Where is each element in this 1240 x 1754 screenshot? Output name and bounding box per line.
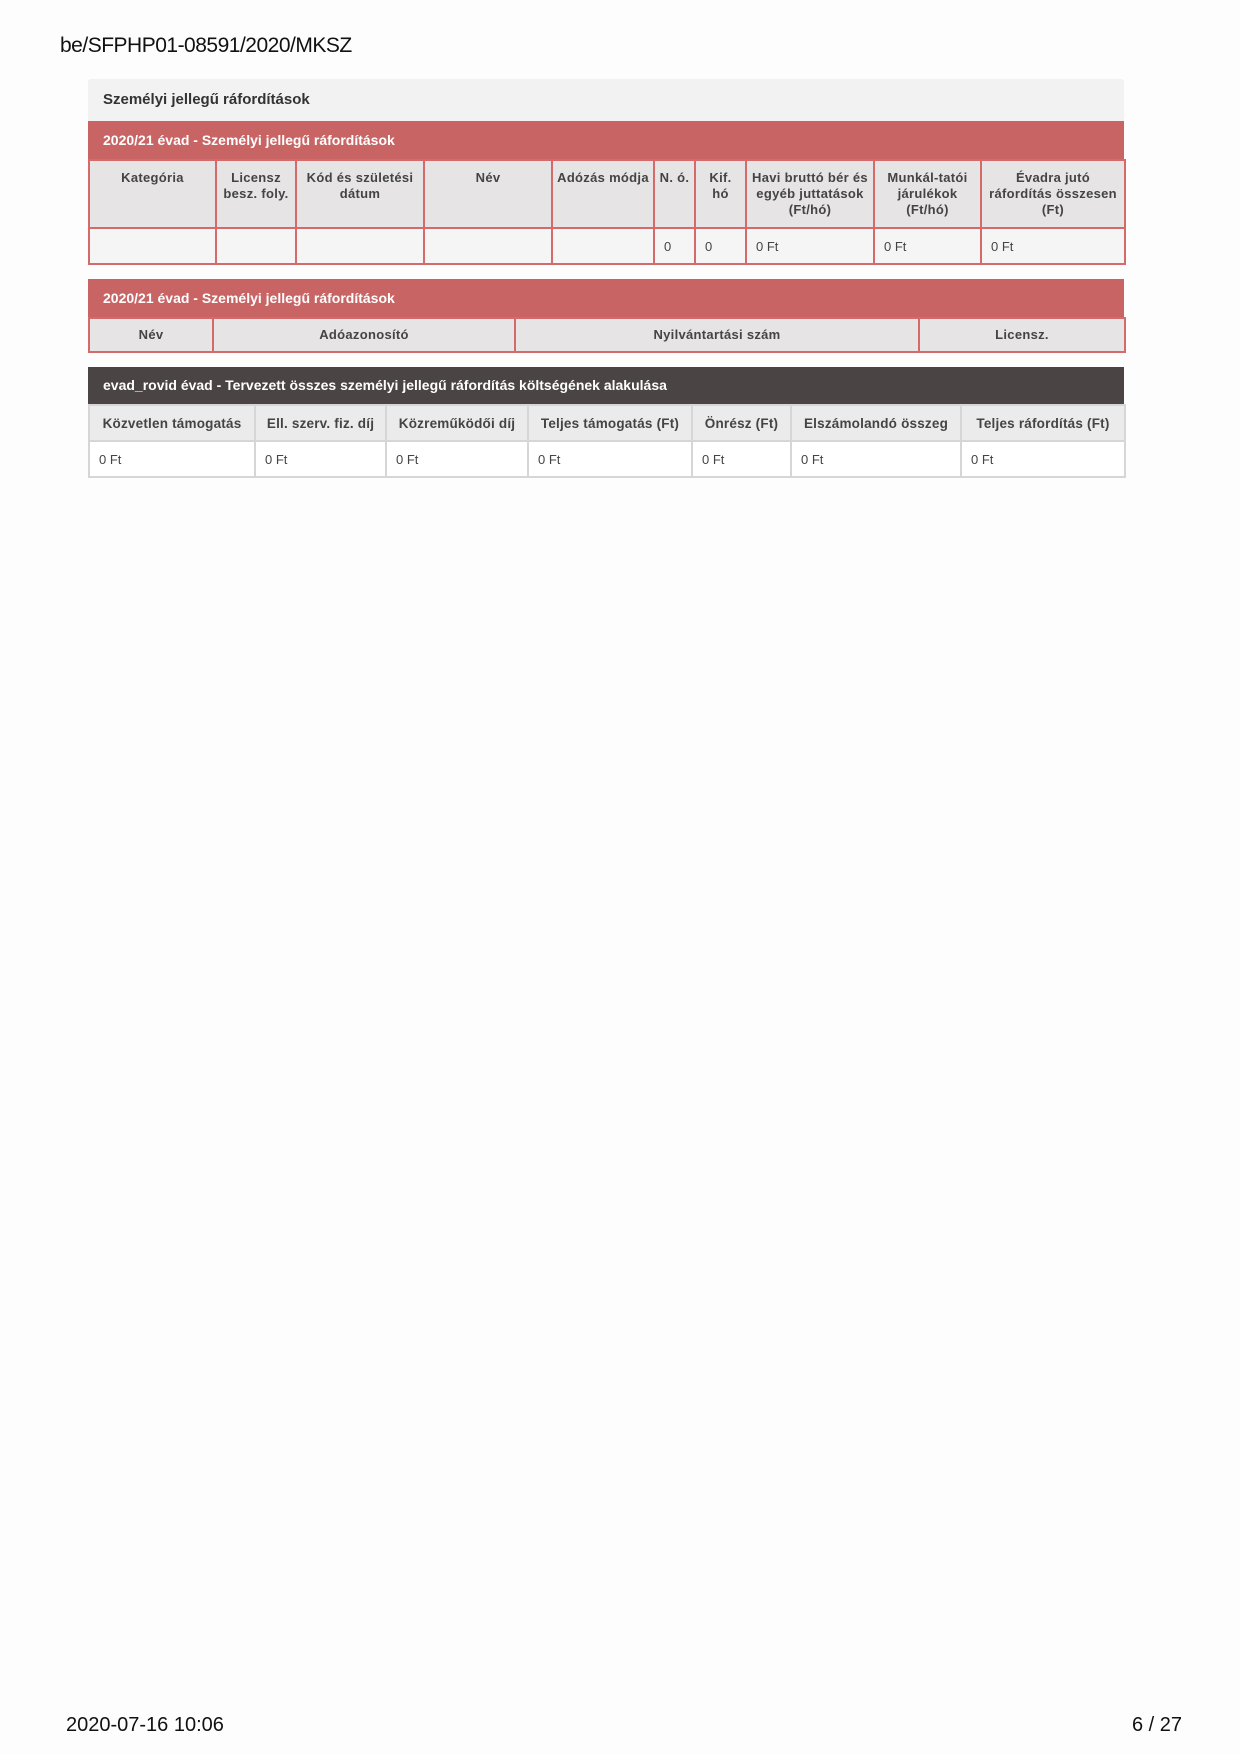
- col-header: Név: [89, 318, 213, 352]
- table2-band: 2020/21 évad - Személyi jellegű ráfordítások: [88, 279, 1124, 317]
- col-header: Licensz besz. foly.: [216, 160, 296, 228]
- col-header: Kategória: [89, 160, 216, 228]
- col-header: Ell. szerv. fiz. díj: [255, 405, 386, 441]
- col-header: Teljes ráfordítás (Ft): [961, 405, 1125, 441]
- col-header: Nyilvántartási szám: [515, 318, 919, 352]
- col-header: Teljes támogatás (Ft): [528, 405, 692, 441]
- cell: 0: [695, 228, 746, 264]
- table-header-row: [89, 160, 1125, 228]
- table-header-row: [89, 405, 1125, 441]
- col-header: Önrész (Ft): [692, 405, 791, 441]
- cell: 0 Ft: [89, 441, 255, 477]
- col-header: Közreműködői díj: [386, 405, 528, 441]
- main-content: [88, 79, 1124, 478]
- cell: 0 Ft: [874, 228, 981, 264]
- table3-band: evad_rovid évad - Tervezett összes személyi jellegű ráfordítás költségének alakulása: [88, 367, 1124, 404]
- col-header: Évadra jutó ráfordítás összesen (Ft): [981, 160, 1125, 228]
- cell: 0 Ft: [961, 441, 1125, 477]
- section-title: Személyi jellegű ráfordítások: [88, 79, 1124, 121]
- cell: [216, 228, 296, 264]
- col-header: Munkál-tatói járulékok (Ft/hó): [874, 160, 981, 228]
- col-header: Havi bruttó bér és egyéb juttatások (Ft/hó): [746, 160, 874, 228]
- table1-band: 2020/21 évad - Személyi jellegű ráfordítások: [88, 121, 1124, 159]
- col-header: Licensz.: [919, 318, 1125, 352]
- col-header: Kif. hó: [695, 160, 746, 228]
- cell: [296, 228, 424, 264]
- personnel-id-table: [88, 317, 1126, 353]
- table-header-row: [89, 318, 1125, 352]
- cell: [424, 228, 552, 264]
- cell: 0 Ft: [791, 441, 961, 477]
- col-header: Elszámolandó összeg: [791, 405, 961, 441]
- planned-costs-table: [88, 404, 1126, 478]
- col-header: N. ó.: [654, 160, 695, 228]
- col-header: Közvetlen támogatás: [89, 405, 255, 441]
- footer-page-number: 6 / 27: [1131, 1714, 1182, 1736]
- cell: 0: [654, 228, 695, 264]
- cell: 0 Ft: [528, 441, 692, 477]
- cell: [552, 228, 654, 264]
- document-id: be/SFPHP01-08591/2020/MKSZ: [60, 34, 352, 57]
- col-header: Kód és születési dátum: [296, 160, 424, 228]
- personnel-costs-table: [88, 159, 1126, 265]
- table-row: [89, 228, 1125, 264]
- cell: 0 Ft: [255, 441, 386, 477]
- cell: [89, 228, 216, 264]
- cell: 0 Ft: [981, 228, 1125, 264]
- col-header: Adóazonosító: [213, 318, 515, 352]
- col-header: Adózás módja: [552, 160, 654, 228]
- col-header: Név: [424, 160, 552, 228]
- footer-timestamp: 2020-07-16 10:06: [66, 1714, 224, 1736]
- cell: 0 Ft: [386, 441, 528, 477]
- cell: 0 Ft: [692, 441, 791, 477]
- table-row: [89, 441, 1125, 477]
- cell: 0 Ft: [746, 228, 874, 264]
